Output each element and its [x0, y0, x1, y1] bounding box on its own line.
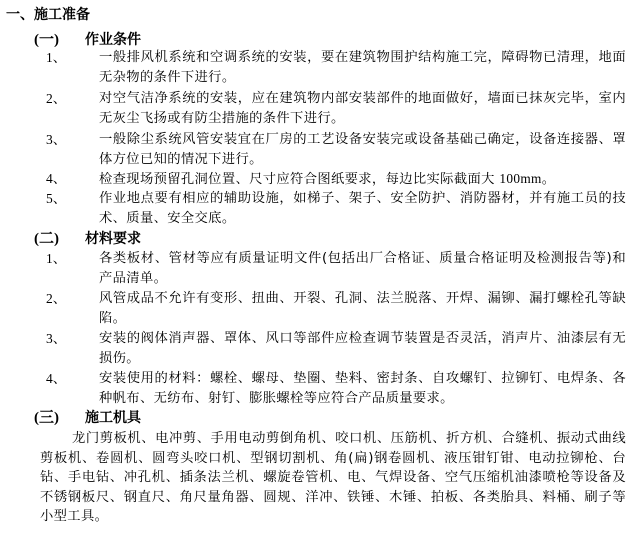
item-text: 作业地点要有相应的辅助设施，如梯子、架子、安全防护、消防器材，并有施工员的技术、质量、安全交底。 — [99, 191, 626, 226]
item-number: 2、 — [46, 91, 67, 106]
item-number: 4、 — [46, 371, 67, 386]
item-number: 1、 — [46, 251, 67, 266]
subsection-number: (二) — [34, 231, 59, 247]
item-number: 1、 — [46, 50, 67, 65]
item-number: 5、 — [46, 191, 67, 206]
subsection-title: 材料要求 — [85, 231, 141, 247]
item-number: 4、 — [46, 171, 67, 186]
item-number: 3、 — [46, 132, 67, 147]
item-text: 安装使用的材料：螺栓、螺母、垫圈、垫料、密封条、自攻螺钉、拉铆钉、电焊条、各种帆布、无纺布、射钉、膨胀螺栓等应符合产品质量要求。 — [99, 371, 626, 406]
item-number: 2、 — [46, 291, 67, 306]
item-number: 3、 — [46, 331, 67, 346]
subsection-title: 施工机具 — [85, 410, 141, 426]
tools-paragraph: 龙门剪板机、电冲剪、手用电动剪倒角机、咬口机、压筋机、折方机、合缝机、振动式曲线剪板机、卷圆机、圆弯头咬口机、型钢切割机、角(扁)钢卷圆机、液压钳钉钳、电动拉铆枪、台钻、手电钻、冲孔机、插条法兰机、螺旋卷管机、电、气焊设备、空气压缩机油漆喷枪等设备及不锈钢板尺、钢直尺、角尺量角器、圆规、洋冲、铁锤、木锤、拍板、各类胎具、料桶、刷子等小型工具。 — [40, 431, 626, 524]
item-text: 各类板材、管材等应有质量证明文件(包括出厂合格证、质量合格证明及检测报告等)和产品清单。 — [99, 251, 626, 286]
dimension-value: 100mm — [499, 171, 542, 186]
section-title: 一、施工准备 — [6, 7, 90, 23]
item-text: 一般排风机系统和空调系统的安装，要在建筑物围护结构施工完，障碍物已清理，地面无杂物的条件下进行。 — [99, 50, 626, 85]
item-text: 对空气洁净系统的安装，应在建筑物内部安装部件的地面做好，墙面已抹灰完毕，室内无灰尘飞扬或有防尘措施的条件下进行。 — [99, 91, 626, 126]
item-text: 安装的阀体消声器、罩体、风口等部件应检查调节装置是否灵活，消声片、油漆层有无损伤。 — [99, 331, 626, 366]
item-text: 一般除尘系统风管安装宜在厂房的工艺设备安装完或设备基础己确定，设备连接器、罩体方位已知的情况下进行。 — [99, 132, 626, 167]
subsection-title: 作业条件 — [85, 32, 141, 48]
item-text: 检查现场预留孔洞位置、尺寸应符合图纸要求，每边比实际截面大 100mm。 — [99, 171, 556, 187]
item-text: 风管成品不允许有变形、扭曲、开裂、孔洞、法兰脱落、开焊、漏铆、漏打螺栓孔等缺陷。 — [99, 291, 626, 326]
subsection-number: (一) — [34, 32, 59, 48]
subsection-number: (三) — [34, 410, 59, 426]
